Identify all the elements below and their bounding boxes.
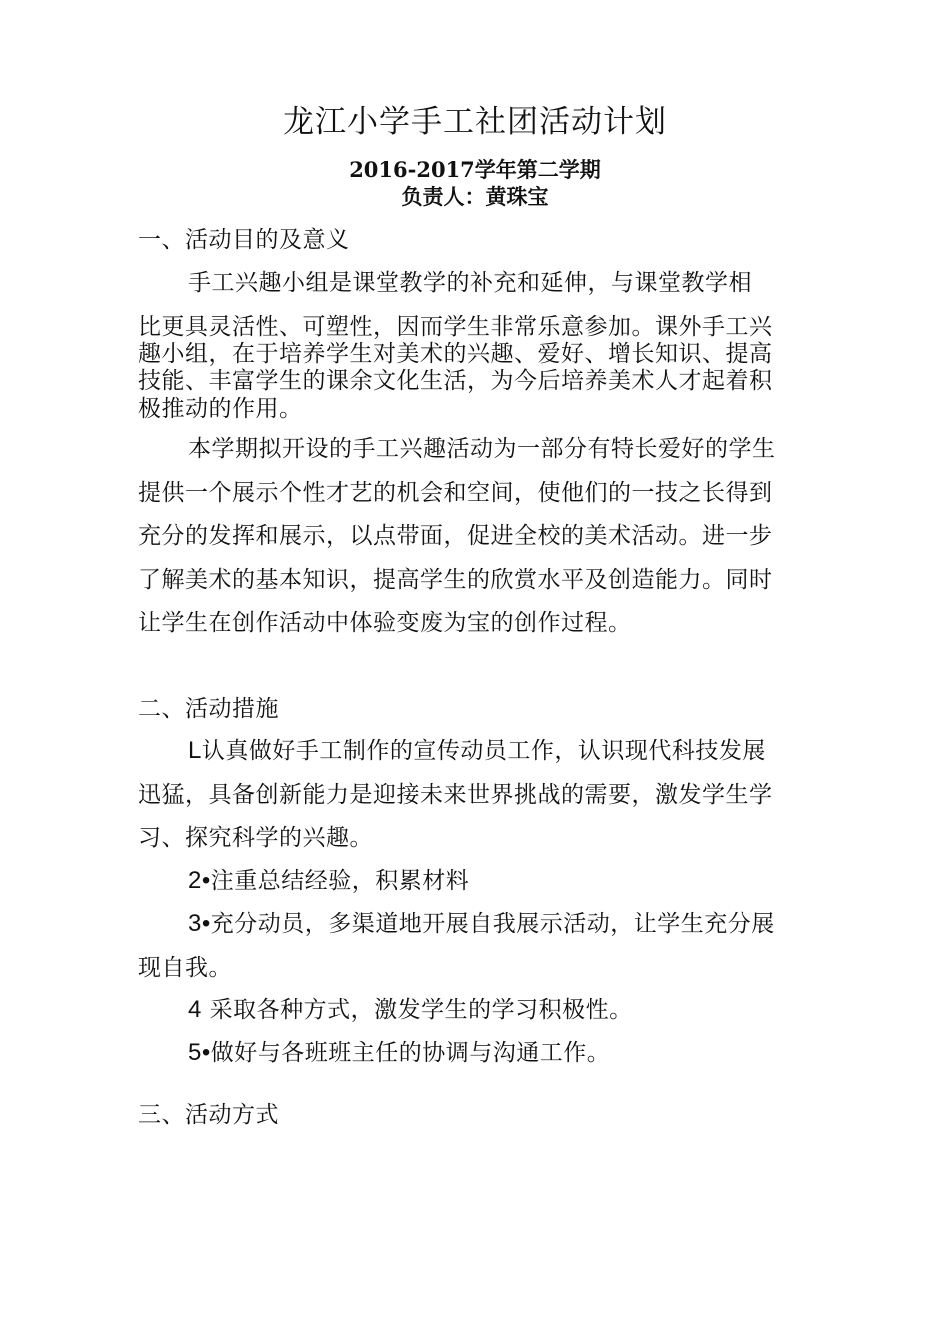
list-item xyxy=(188,868,469,894)
list-item xyxy=(188,738,766,764)
paragraph-line: 技能、丰富学生的课余文化生活，为今后培养美术人才起着积 xyxy=(138,368,773,394)
list-item-text: 采取各种方式，激发学生的学习积极性。 xyxy=(209,997,633,1023)
list-item xyxy=(188,997,633,1023)
paragraph-line: 趣小组，在于培养学生对美术的兴趣、爱好、增长知识、提高 xyxy=(138,341,773,367)
person-in-charge: 负责人：黄珠宝 xyxy=(401,184,549,209)
paragraph-line: 充分的发挥和展示，以点带面，促进全校的美术活动。进一步 xyxy=(138,523,773,549)
paragraph-line: 让学生在创作活动中体验变废为宝的创作过程。 xyxy=(138,610,632,636)
list-item xyxy=(188,1040,610,1066)
list-item-text: 做好与各班班主任的协调与沟通工作。 xyxy=(210,1040,611,1066)
paragraph-line: 了解美术的基本知识，提高学生的欣赏水平及创造能力。同时 xyxy=(138,567,773,593)
paragraph-line: 手工兴趣小组是课堂教学的补充和延伸，与课堂教学相 xyxy=(188,270,752,296)
list-item-text: 充分动员，多渠道地开展自我展示活动，让学生充分展 xyxy=(210,911,775,937)
document-title: 龙江小学手工社团活动计划 xyxy=(283,104,667,140)
paragraph-line: 极推动的作用。 xyxy=(138,396,303,422)
section-heading-purpose: 一、活动目的及意义 xyxy=(138,227,350,253)
term-subtitle: 2016-2017学年第二学期 xyxy=(349,157,601,182)
list-item-number: 3• xyxy=(188,910,211,937)
paragraph-line: 比更具灵活性、可塑性，因而学生非常乐意参加。课外手工兴 xyxy=(138,314,773,340)
list-item-continuation: 迅猛，具备创新能力是迎接未来世界挑战的需要，激发学生学 xyxy=(138,782,773,808)
list-item-text: 注重总结经验，积累材料 xyxy=(210,868,470,894)
section-heading-measures: 二、活动措施 xyxy=(138,696,279,722)
list-item xyxy=(188,911,775,937)
list-item-continuation: 现自我。 xyxy=(138,955,232,981)
list-item-continuation: 习、探究科学的兴趣。 xyxy=(138,825,373,851)
list-item-number: L xyxy=(188,737,202,764)
section-heading-methods: 三、活动方式 xyxy=(138,1102,279,1128)
list-item-number: 4 xyxy=(188,996,202,1023)
list-item-text: 认真做好手工制作的宣传动员工作，认识现代科技发展 xyxy=(201,738,766,764)
list-item-number: 2• xyxy=(188,867,211,894)
paragraph-line: 提供一个展示个性才艺的机会和空间，使他们的一技之长得到 xyxy=(138,480,773,506)
paragraph-line: 本学期拟开设的手工兴趣活动为一部分有特长爱好的学生 xyxy=(188,436,776,462)
list-item-number: 5• xyxy=(188,1039,211,1066)
